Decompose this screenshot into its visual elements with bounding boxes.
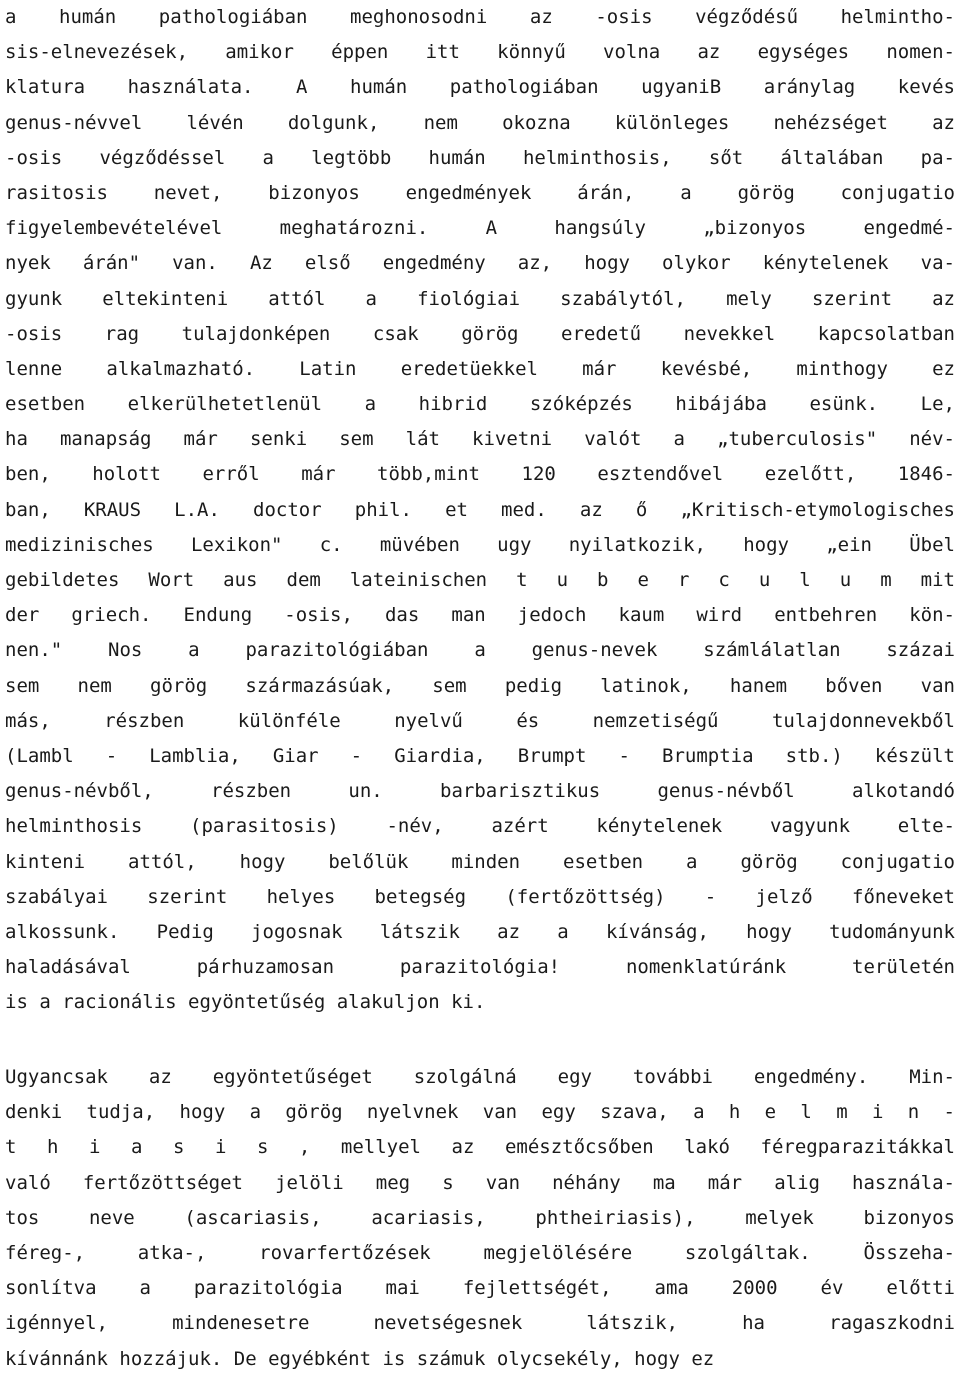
text-line: Ugyancsak az egyöntetűséget szolgálná egy további engedmény. Min- (5, 1066, 955, 1088)
text-line: -osis rag tulajdonképen csak görög eredetű nevekkel kapcsolatban (5, 322, 955, 345)
text-line: kinteni attól, hogy belőlük minden esetben a görög conjugatio (5, 850, 955, 873)
text-line: t h i a s i s , mellyel az emésztőcsőben lakó féregparazitákkal (5, 1136, 955, 1159)
text-line: is a racionális egyöntetűség alakuljon ki. (5, 991, 486, 1014)
text-line: esetben elkerülhetetlenül a hibrid szóképzés hibájába esünk. Le, (5, 393, 955, 416)
text-line: sem nem görög származásúak, sem pedig latinok, hanem bőven van (5, 674, 955, 697)
text-line: -osis végződéssel a legtöbb humán helminthosis, sőt általában pa- (5, 146, 955, 169)
text-line: gyunk eltekinteni attól a fiológiai szabálytól, mely szerint az (5, 287, 955, 310)
text-line: szabályai szerint helyes betegség (fertőzöttség) - jelző főneveket (5, 885, 955, 908)
text-line: haladásával párhuzamosan parazitológia! nomenklatúránk területén (5, 956, 955, 979)
text-line: helminthosis (parasitosis) -név, azért kénytelenek vagyunk elte- (5, 815, 955, 838)
text-line: a humán pathologiában meghonosodni az -osis végződésű helmintho- (5, 6, 955, 28)
text-line: denki tudja, hogy a görög nyelvnek van egy szava, a h e l m i n - (5, 1101, 955, 1124)
text-line: alkossunk. Pedig jogosnak látszik az a kívánság, hogy tudományunk (5, 920, 955, 943)
text-line: nyek árán" van. Az első engedmény az, hogy olykor kénytelenek va- (5, 252, 955, 275)
text-line: figyelembevételével meghatározni. A hangsúly „bizonyos engedmé- (5, 217, 955, 240)
text-line: sonlítva a parazitológia mai fejlettségét, ama 2000 év előtti (5, 1277, 955, 1300)
text-line: gebildetes Wort aus dem lateinischen t u b e r c u l u m mit (5, 569, 955, 591)
text-line: kívánnánk hozzájuk. De egyébként is számuk olycsekély, hogy ez (5, 1347, 715, 1370)
text-line: medizinisches Lexikon" c. müvében ugy nyilatkozik, hogy „ein Übel (5, 533, 955, 556)
text-line: der griech. Endung -osis, das man jedoch kaum wird entbehren kön- (5, 604, 955, 627)
text-line: igénnyel, mindenesetre nevetségesnek látszik, ha ragaszkodni (5, 1312, 955, 1335)
text-line: rasitosis nevet, bizonyos engedmények árán, a görög conjugatio (5, 181, 955, 204)
text-line: más, részben különféle nyelvű és nemzetiségű tulajdonnevekből (5, 709, 955, 732)
text-line: ha manapság már senki sem lát kivetni valót a „tuberculosis" név- (5, 428, 955, 451)
paragraph-1 (5, 0, 955, 1020)
text-line: sis-elnevezések, amikor éppen itt könnyű volna az egységes nomen- (5, 41, 955, 64)
text-line: nen." Nos a parazitológiában a genus-nevek számlálatlan százai (5, 639, 955, 662)
text-line: lenne alkalmazható. Latin eredetüekkel már kevésbé, minthogy ez (5, 357, 955, 380)
text-line: féreg-, atka-, rovarfertőzések megjelölésére szolgáltak. Összeha- (5, 1241, 955, 1264)
text-line: való fertőzöttséget jelöli meg s van néhány ma már alig használa- (5, 1171, 955, 1194)
text-line: klatura használata. A humán pathologiában ugyaniB aránylag kevés (5, 76, 955, 99)
text-line: ben, holott erről már több,mint 120 esztendővel ezelőtt, 1846- (5, 463, 955, 486)
text-line: genus-névből, részben un. barbarisztikus genus-névből alkotandó (5, 780, 955, 803)
text-line: tos neve (ascariasis, acariasis, phtheiriasis), melyek bizonyos (5, 1206, 955, 1229)
paragraph-2 (5, 1060, 955, 1374)
text-line: genus-névvel lévén dolgunk, nem okozna különleges nehézséget az (5, 111, 955, 134)
text-line: (Lambl - Lamblia, Giar - Giardia, Brumpt - Brumptia stb.) készült (5, 744, 955, 767)
text-line: ban, KRAUS L.A. doctor phil. et med. az ő „Kritisch-etymologisches (5, 498, 955, 521)
